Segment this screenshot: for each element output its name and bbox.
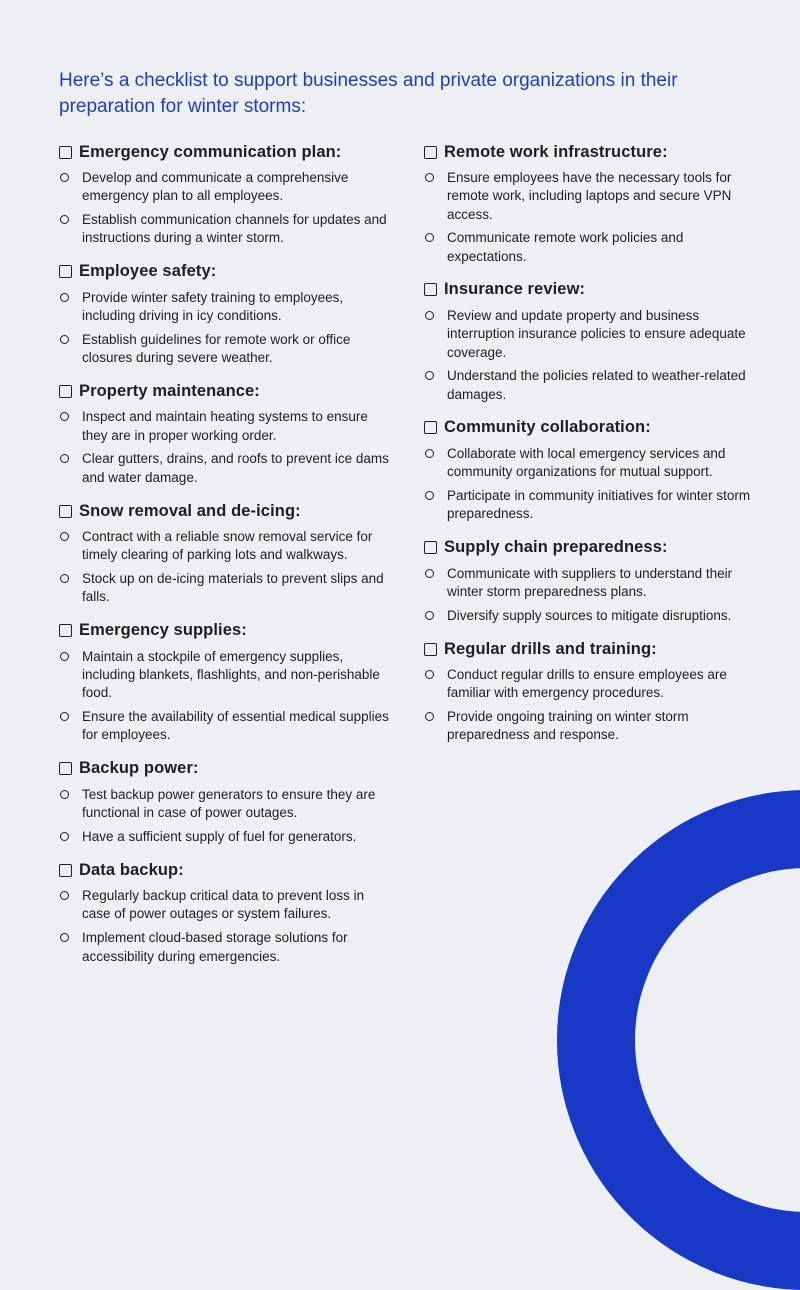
circle-bullet-icon: [425, 233, 434, 242]
section-emergency-communication-plan: [59, 140, 389, 248]
list-item-text: Implement cloud-based storage solutions for accessibility during emergencies.: [82, 930, 348, 964]
section-regular-drills-and-training: [424, 637, 754, 745]
circle-bullet-icon: [60, 574, 69, 583]
list-item: [59, 331, 389, 368]
section-header: [59, 499, 389, 523]
section-emergency-supplies: [59, 619, 389, 745]
section-title: Emergency supplies:: [79, 621, 247, 640]
list-item: [59, 169, 389, 206]
checklist-items: [59, 648, 389, 745]
list-item-text: Establish communication channels for updates and instructions during a winter storm.: [82, 212, 387, 246]
section-header: [59, 260, 389, 284]
list-item: [59, 408, 389, 445]
checklist-items: [424, 666, 754, 745]
list-item: [59, 708, 389, 745]
checklist-items: [59, 786, 389, 846]
section-title: Employee safety:: [79, 262, 217, 281]
checkbox-icon[interactable]: [424, 283, 437, 296]
checkbox-icon[interactable]: [59, 385, 72, 398]
list-item-text: Participate in community initiatives for winter storm preparedness.: [447, 488, 751, 522]
list-item-text: Ensure employees have the necessary tools for remote work, including laptops and secure VPN access.: [447, 170, 732, 222]
circle-bullet-icon: [60, 532, 69, 541]
section-header: [59, 757, 389, 781]
circle-bullet-icon: [425, 371, 434, 380]
list-item: [59, 211, 389, 248]
circle-bullet-icon: [425, 311, 434, 320]
section-snow-removal-and-de-icing: [59, 499, 389, 607]
list-item: [424, 708, 754, 745]
checkbox-icon[interactable]: [59, 265, 72, 278]
checkbox-icon[interactable]: [59, 505, 72, 518]
circle-bullet-icon: [425, 449, 434, 458]
circle-bullet-icon: [60, 832, 69, 841]
section-community-collaboration: [424, 416, 754, 524]
circle-bullet-icon: [60, 712, 69, 721]
list-item: [424, 666, 754, 703]
list-item: [424, 169, 754, 224]
list-item-text: Develop and communicate a comprehensive emergency plan to all employees.: [82, 170, 349, 204]
list-item: [59, 828, 389, 846]
circle-bullet-icon: [60, 215, 69, 224]
list-item-text: Provide ongoing training on winter storm preparedness and response.: [447, 709, 689, 743]
section-title: Property maintenance:: [79, 381, 260, 400]
list-item: [59, 570, 389, 607]
list-item-text: Test backup power generators to ensure they are functional in case of power outages.: [82, 786, 376, 821]
list-item: [424, 229, 754, 266]
list-item: [424, 565, 754, 602]
list-item-text: Ensure the availability of essential medical supplies for employees.: [82, 709, 389, 743]
section-header: [59, 379, 389, 403]
circle-bullet-icon: [425, 670, 434, 679]
list-item: [59, 648, 389, 703]
circle-bullet-icon: [60, 335, 69, 344]
right-column: [424, 140, 754, 757]
list-item: [424, 487, 754, 524]
section-header: [59, 140, 389, 164]
list-item-text: Provide winter safety training to employees, including driving in icy conditions.: [82, 289, 344, 323]
circle-bullet-icon: [60, 293, 69, 302]
list-item-text: Understand the policies related to weather-related damages.: [447, 368, 746, 402]
circle-bullet-icon: [425, 569, 434, 578]
checklist-items: [59, 289, 389, 368]
circle-bullet-icon: [60, 454, 69, 463]
section-header: [424, 637, 754, 661]
list-item-text: Have a sufficient supply of fuel for generators.: [82, 828, 357, 844]
list-item-text: Conduct regular drills to ensure employees are familiar with emergency procedures.: [447, 667, 727, 701]
circle-bullet-icon: [425, 173, 434, 182]
list-item: [59, 450, 389, 487]
list-item-text: Inspect and maintain heating systems to ensure they are in proper working order.: [82, 409, 368, 443]
circle-bullet-icon: [60, 652, 69, 661]
list-item-text: Stock up on de-icing materials to prevent slips and falls.: [82, 571, 384, 605]
list-item-text: Diversify supply sources to mitigate disruptions.: [447, 607, 732, 623]
section-supply-chain-preparedness: [424, 536, 754, 625]
page-title: Here’s a checklist to support businesses and private organizations in their preparation for winter storms:: [59, 70, 678, 117]
list-item-text: Communicate with suppliers to understand their winter storm preparedness plans.: [447, 565, 733, 599]
list-item-text: Establish guidelines for remote work or office closures during severe weather.: [82, 331, 351, 366]
list-item-text: Maintain a stockpile of emergency supplies, including blankets, flashlights, and non-perishable food.: [82, 648, 380, 701]
section-title: Community collaboration:: [444, 418, 651, 437]
section-title: Regular drills and training:: [444, 639, 657, 658]
list-item: [59, 786, 389, 823]
section-remote-work-infrastructure: [424, 140, 754, 266]
section-header: [424, 278, 754, 302]
section-header: [424, 416, 754, 440]
checkbox-icon[interactable]: [59, 762, 72, 775]
list-item-text: Regularly backup critical data to prevent loss in case of power outages or system failures.: [82, 888, 365, 922]
circle-bullet-icon: [425, 611, 434, 620]
checkbox-icon[interactable]: [424, 541, 437, 554]
list-item-text: Clear gutters, drains, and roofs to prevent ice dams and water damage.: [82, 451, 389, 485]
checklist-items: [424, 445, 754, 524]
circle-bullet-icon: [60, 790, 69, 799]
list-item: [424, 607, 754, 625]
section-title: Data backup:: [79, 860, 184, 879]
checkbox-icon[interactable]: [424, 643, 437, 656]
list-item-text: Communicate remote work policies and expectations.: [447, 230, 684, 264]
section-title: Supply chain preparedness:: [444, 538, 668, 557]
section-backup-power: [59, 757, 389, 846]
list-item-text: Collaborate with local emergency services and community organizations for mutual support.: [447, 445, 726, 480]
list-item: [424, 307, 754, 362]
list-item-text: Review and update property and business interruption insurance policies to ensure adequate coverage.: [447, 307, 746, 360]
checklist-items: [424, 565, 754, 625]
section-property-maintenance: [59, 379, 389, 487]
checkbox-icon[interactable]: [424, 146, 437, 159]
circle-bullet-icon: [425, 491, 434, 500]
section-title: Emergency communication plan:: [79, 142, 342, 161]
circle-bullet-icon: [60, 412, 69, 421]
section-title: Insurance review:: [444, 280, 586, 299]
section-insurance-review: [424, 278, 754, 404]
circle-bullet-icon: [60, 173, 69, 182]
section-header: [59, 619, 389, 643]
checklist-items: [59, 528, 389, 607]
checklist-items: [59, 887, 389, 966]
circle-bullet-icon: [60, 891, 69, 900]
checkbox-icon[interactable]: [59, 864, 72, 877]
list-item: [59, 887, 389, 924]
circle-bullet-icon: [425, 712, 434, 721]
checkbox-icon[interactable]: [424, 421, 437, 434]
circle-bullet-icon: [60, 933, 69, 942]
checklist-items: [424, 307, 754, 404]
left-column: [59, 140, 389, 978]
list-item: [59, 289, 389, 326]
checkbox-icon[interactable]: [59, 146, 72, 159]
checklist-items: [59, 408, 389, 487]
checkbox-icon[interactable]: [59, 624, 72, 637]
section-title: Snow removal and de-icing:: [79, 501, 301, 520]
list-item: [59, 929, 389, 966]
list-item: [424, 445, 754, 482]
checklist-items: [59, 169, 389, 248]
section-title: Backup power:: [79, 759, 199, 778]
checklist-items: [424, 169, 754, 266]
section-title: Remote work infrastructure:: [444, 142, 668, 161]
section-header: [424, 140, 754, 164]
section-header: [424, 536, 754, 560]
section-data-backup: [59, 858, 389, 966]
decorative-blue-arc: [557, 790, 800, 1290]
section-employee-safety: [59, 260, 389, 368]
list-item-text: Contract with a reliable snow removal service for timely clearing of parking lots and walkways.: [82, 529, 373, 563]
list-item: [424, 367, 754, 404]
list-item: [59, 528, 389, 565]
section-header: [59, 858, 389, 882]
